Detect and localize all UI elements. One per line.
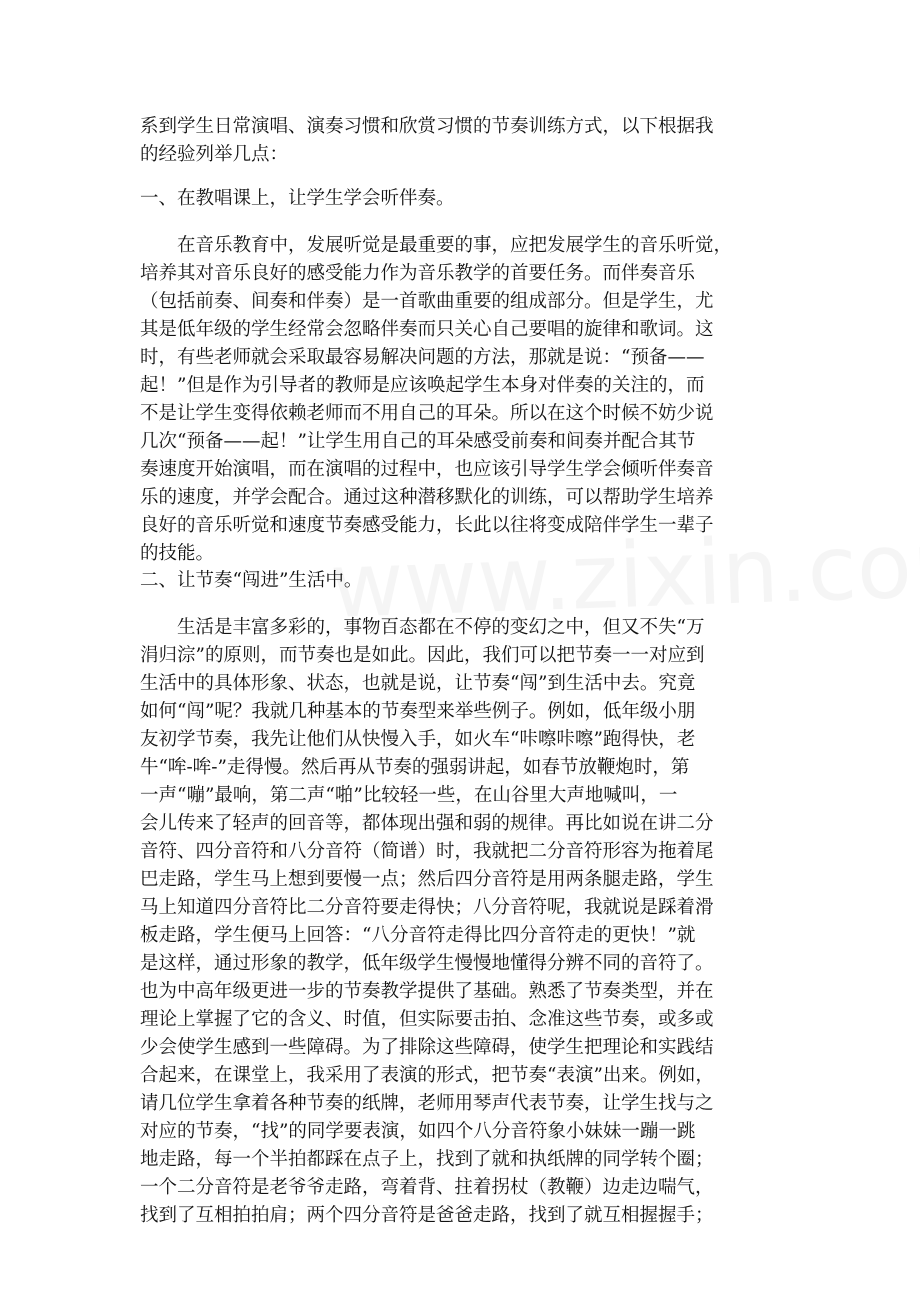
text-line: 奏速度开始演唱，而在演唱的过程中，也应该引导学生学会倾听伴奏音 [140,459,714,480]
heading-text: 一、在教唱课上，让学生学会听伴奏。 [140,188,455,209]
text-line: 理论上掌握了它的含义、时值，但实际要击拍、念准这些节奏，或多或 [140,1009,714,1030]
text-line: 几次“预备——起！”让学生用自己的耳朵感受前奏和间奏并配合其节 [140,431,696,452]
text-line: 找到了互相拍拍肩；两个四分音符是爸爸走路，找到了就互相握握手； [140,1205,714,1226]
text-line: 培养其对音乐良好的感受能力作为音乐教学的首要任务。而伴奏音乐 [140,263,696,284]
text-line: 不是让学生变得依赖老师而不用自己的耳朵。所以在这个时候不妨少说 [140,403,714,424]
section-heading-1 [140,185,455,213]
text-line: 是这样，通过形象的教学，低年级学生慢慢地懂得分辨不同的音符了。 [140,953,714,974]
text-line: 系到学生日常演唱、演奏习惯和欣赏习惯的节奏训练方式，以下根据我 [140,116,714,137]
heading-text: 二、让节奏“闯进”生活中。 [140,570,363,591]
text-line: 对应的节奏，“找”的同学要表演，如四个八分音符象小妹妹一蹦一跳 [140,1121,696,1142]
text-line: 板走路，学生便马上回答：“八分音符走得比四分音符走的更快！”就 [140,925,696,946]
text-line: 合起来，在课堂上，我采用了表演的形式，把节奏“表演”出来。例如， [140,1065,714,1086]
text-line: 少会使学生感到一些障碍。为了排除这些障碍，使学生把理论和实践结 [140,1037,714,1058]
text-line: 也为中高年级更进一步的节奏教学提供了基础。熟悉了节奏类型，并在 [140,981,714,1002]
text-line: 的技能。 [140,543,215,564]
section-2-paragraph [140,614,714,1230]
text-line: 友初学节奏，我先让他们从快慢入手，如火车“咔嚓咔嚓”跑得快，老 [140,729,696,750]
text-line: 良好的音乐听觉和速度节奏感受能力，长此以往将变成陪伴学生一辈子 [140,515,714,536]
text-line: 请几位学生拿着各种节奏的纸牌，老师用琴声代表节奏，让学生找与之 [140,1093,714,1114]
text-line: （包括前奏、间奏和伴奏）是一首歌曲重要的组成部分。但是学生，尤 [140,291,714,312]
text-line: 地走路，每一个半拍都踩在点子上，找到了就和执纸牌的同学转个圈； [140,1149,714,1170]
section-heading-2 [140,567,362,595]
text-line: 时，有些老师就会采取最容易解决问题的方法，那就是说：“预备—— [140,347,705,368]
text-line: 会儿传来了轻声的回音等，都体现出强和弱的规律。再比如说在讲二分 [140,813,714,834]
text-line: 涓归淙”的原则，而节奏也是如此。因此，我们可以把节奏一一对应到 [140,645,705,666]
text-line: 起！”但是作为引导者的教师是应该唤起学生本身对伴奏的关注的，而 [140,375,705,396]
text-line: 在音乐教育中，发展听觉是最重要的事，应把发展学生的音乐听觉， [140,235,733,256]
text-line: 的经验列举几点： [140,144,289,165]
text-line: 马上知道四分音符比二分音符要走得快；八分音符呢，我就说是踩着滑 [140,897,714,918]
text-line: 其是低年级的学生经常会忽略伴奏而只关心自己要唱的旋律和歌词。这 [140,319,714,340]
section-1-paragraph [140,232,732,568]
text-line: 生活是丰富多彩的，事物百态都在不停的变幻之中，但又不失“万 [140,617,705,638]
text-line: 一个二分音符是老爷爷走路，弯着背、拄着拐杖（教鞭）边走边喘气， [140,1177,714,1198]
text-line: 一声“嘣”最响，第二声“啪”比较轻一些，在山谷里大声地喊叫，一 [140,785,678,806]
text-line: 乐的速度，并学会配合。通过这种潜移默化的训练，可以帮助学生培养 [140,487,714,508]
text-line: 如何“闯”呢？我就几种基本的节奏型来举些例子。例如，低年级小朋 [140,701,696,722]
text-line: 生活中的具体形象、状态，也就是说，让节奏“闯”到生活中去。究竟 [140,673,696,694]
text-line: 牛“哞-哞-”走得慢。然后再从节奏的强弱讲起，如春节放鞭炮时，第 [140,757,690,778]
intro-paragraph [140,113,714,169]
text-line: 音符、四分音符和八分音符（简谱）时，我就把二分音符形容为拖着尾 [140,841,714,862]
text-line: 巴走路，学生马上想到要慢一点；然后四分音符是用两条腿走路，学生 [140,869,714,890]
